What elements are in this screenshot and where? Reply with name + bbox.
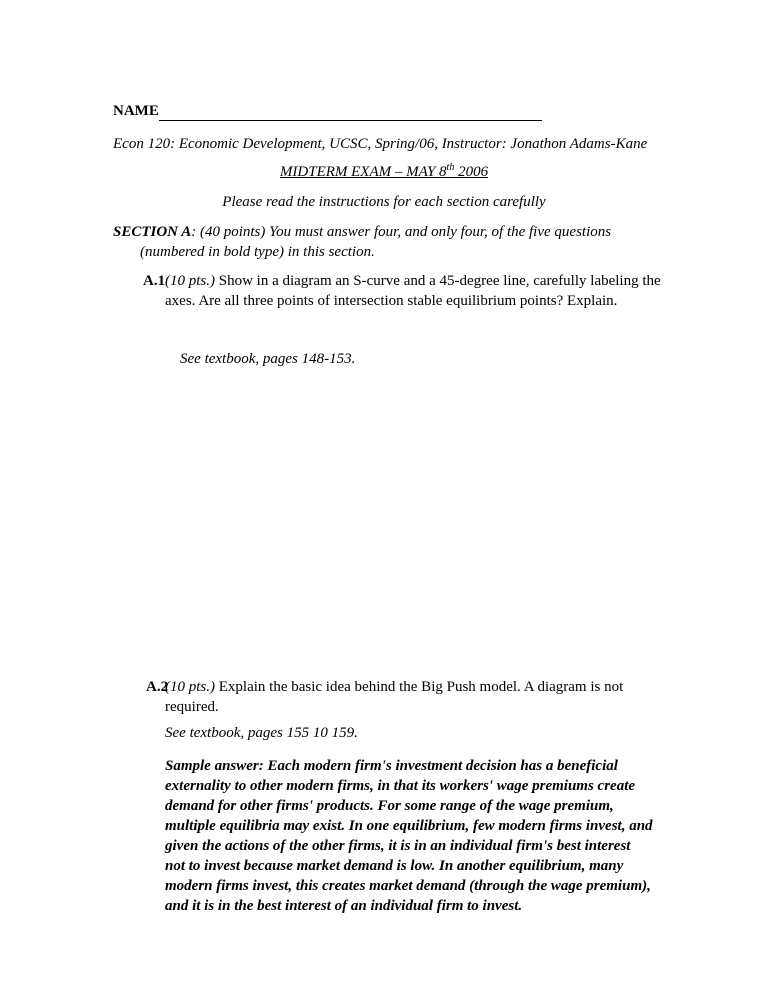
answer-reference: See textbook, pages 148-153. bbox=[180, 351, 356, 367]
question-text bbox=[165, 271, 665, 311]
section-a-heading bbox=[113, 222, 643, 262]
question-number: A.1 bbox=[143, 273, 166, 289]
exam-title-sup: th bbox=[446, 162, 455, 173]
sample-answer-line: externality to other modern firms, in that its workers' wage premiums create bbox=[165, 778, 636, 794]
exam-title-main: MIDTERM EXAM – MAY 8 bbox=[279, 164, 447, 180]
section-a-intro-2: (numbered in bold type) in this section. bbox=[140, 244, 375, 260]
course-info: Econ 120: Economic Development, UCSC, Spring/06, Instructor: Jonathon Adams-Kane bbox=[113, 136, 648, 152]
name-label: NAME bbox=[113, 103, 159, 119]
sample-answer-line: Sample answer: Each modern firm's investment decision has a beneficial bbox=[165, 758, 618, 774]
sample-answer-line: modern firms invest, this creates market demand (through the wage premium), bbox=[165, 878, 651, 894]
name-field-row bbox=[113, 101, 542, 121]
question-body: Explain the basic idea behind the Big Push model. A diagram is not required. bbox=[165, 679, 624, 715]
sample-answer-line: given the actions of the other firms, it is in an individual firm's best interest bbox=[165, 838, 631, 854]
section-a-intro-1: : (40 points) You must answer four, and only four, of the five questions bbox=[191, 224, 612, 240]
question-body: Show in a diagram an S-curve and a 45-degree line, carefully labeling the axes. Are all three points of intersection stable equilibrium points? Explain. bbox=[165, 273, 661, 309]
sample-answer-line: not to invest because market demand is low. In another equilibrium, many bbox=[165, 858, 624, 874]
sample-answer-line: multiple equilibria may exist. In one equilibrium, few modern firms invest, and bbox=[165, 818, 653, 834]
name-blank-line bbox=[159, 105, 542, 121]
exam-title-year: 2006 bbox=[454, 164, 489, 180]
section-a-label: SECTION A bbox=[113, 224, 192, 240]
answer-reference: See textbook, pages 155 10 159. bbox=[165, 725, 358, 741]
question-number: A.2 bbox=[146, 679, 169, 695]
exam-title bbox=[0, 162, 768, 182]
sample-answer bbox=[165, 756, 665, 916]
question-points: (10 pts.) bbox=[165, 273, 215, 289]
exam-instructions: Please read the instructions for each section carefully bbox=[222, 194, 546, 210]
sample-answer-line: demand for other firms' products. For some range of the wage premium, bbox=[165, 798, 614, 814]
question-text bbox=[165, 677, 665, 717]
sample-answer-line: and it is in the best interest of an individual firm to invest. bbox=[165, 898, 523, 914]
question-points: (10 pts.) bbox=[165, 679, 215, 695]
